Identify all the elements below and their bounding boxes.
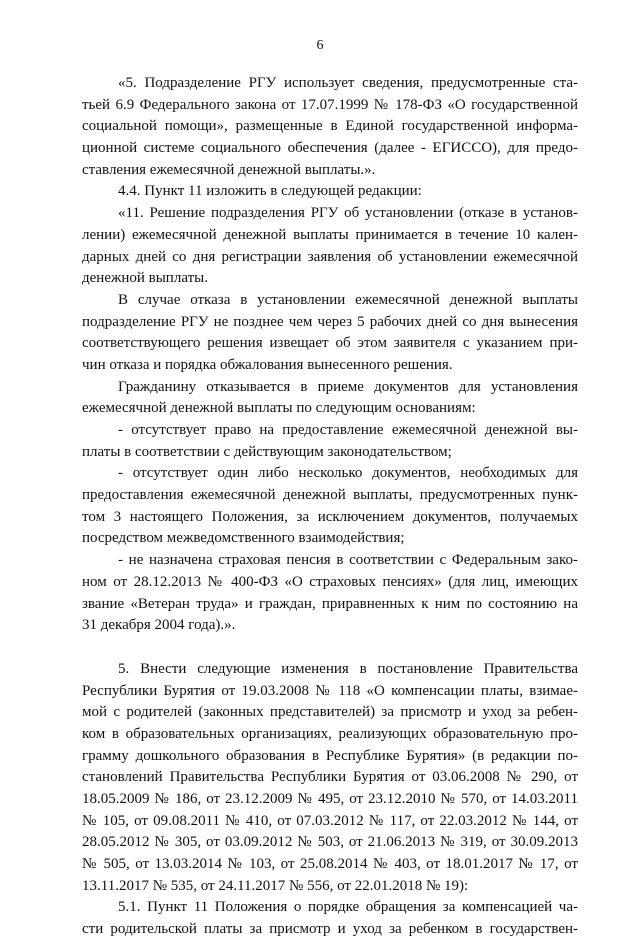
paragraph-item-5 [82, 659, 578, 898]
text-line: «5. Подразделение РГУ использует сведения, предусмотренные ста- [118, 75, 578, 91]
page-number: 6 [316, 38, 324, 53]
text-line: Гражданину отказывается в приеме документов для установления [118, 378, 578, 395]
paragraph-clause-11 [82, 203, 578, 290]
text-line: - отсутствует один либо несколько документов, необходимых для [118, 465, 578, 482]
text-line: «11. Решение подразделения РГУ об установлении (отказе в установ- [118, 205, 578, 222]
text-line: 31 декабря 2004 года).». [82, 617, 236, 634]
text-line: том 3 настоящего Положения, за исключением документов, получаемых [82, 508, 578, 525]
paragraph-refusal [82, 290, 578, 377]
text-line: ком в образовательных организациях, реализующих образовательную про- [82, 725, 578, 742]
paragraph-grounds [82, 377, 578, 420]
text-line: звание «Ветеран труда» и граждан, приравненных к ним по состоянию на [82, 595, 578, 612]
document-body [82, 73, 578, 941]
text-line: 28.05.2012 № 305, от 03.09.2012 № 503, от 21.06.2013 № 319, от 30.09.2013 [82, 834, 578, 851]
text-line: сти родительской платы за присмотр и уход за ребенком в государствен- [82, 921, 578, 938]
list-item-missing-documents [82, 463, 578, 550]
text-line: чин отказа и порядка обжалования вынесенного решения. [82, 356, 453, 373]
text-line: - отсутствует право на предоставление ежемесячной денежной вы- [118, 422, 578, 438]
text-line: посредством межведомственного взаимодействия; [82, 530, 405, 547]
text-line: лении) ежемесячной денежной выплаты принимается в течение 10 кален- [82, 226, 578, 243]
text-line: соответствующего решения извещает об этом заявителя с указанием при- [82, 335, 578, 352]
text-line: грамму дошкольного образования в Республике Бурятия» (в редакции по- [82, 747, 578, 764]
section-spacer [82, 637, 578, 659]
paragraph-egisso [82, 73, 578, 181]
text-line: ном от 28.12.2013 № 400-ФЗ «О страховых пенсиях» (для лиц, имеющих [82, 573, 578, 590]
text-line: 4.4. Пункт 11 изложить в следующей редакции: [118, 183, 422, 200]
text-line: предоставления ежемесячной денежной выплаты, предусмотренных пунк- [82, 487, 578, 504]
paragraph-item-5-1 [82, 897, 578, 940]
text-line: денежной выплаты. [82, 270, 208, 287]
text-line: Республики Бурятия от 19.03.2008 № 118 «О компенсации платы, взимае- [82, 682, 578, 699]
text-line: становлений Правительства Республики Бурятия от 03.06.2008 № 290, от [82, 769, 578, 786]
text-line: ционной системе социального обеспечения (далее - ЕГИССО), для предо- [82, 140, 578, 157]
text-line: подразделение РГУ не позднее чем через 5 рабочих дней со дня вынесения [82, 313, 578, 330]
paragraph-item-4-4 [82, 181, 578, 203]
text-line: платы в соответствии с действующим законодательством; [82, 443, 452, 460]
text-line: № 505, от 13.03.2014 № 103, от 25.08.2014 № 403, от 18.01.2017 № 17, от [82, 856, 578, 873]
text-line: - не назначена страховая пенсия в соответствии с Федеральным зако- [118, 552, 578, 569]
text-line: 5. Внести следующие изменения в постановление Правительства [118, 660, 578, 677]
text-line: 18.05.2009 № 186, от 23.12.2009 № 495, от 23.12.2010 № 570, от 14.03.2011 [82, 791, 578, 807]
text-line: 5.1. Пункт 11 Положения о порядке обращения за компенсацией ча- [118, 899, 578, 916]
text-line: В случае отказа в установлении ежемесячной денежной выплаты [118, 291, 578, 308]
list-item-no-pension [82, 550, 578, 637]
text-line: тьей 6.9 Федерального закона от 17.07.1999 № 178-ФЗ «О государственной [82, 96, 578, 113]
text-line: ставления ежемесячной денежной выплаты.». [82, 161, 376, 178]
text-line: № 105, от 09.08.2011 № 410, от 07.03.2012 № 117, от 22.03.2012 № 144, от [82, 812, 578, 829]
text-line: мой с родителей (законных представителей) за присмотр и уход за ребен- [82, 704, 578, 721]
list-item-no-right [82, 420, 578, 463]
text-line: социальной помощи», размещенные в Единой государственной информа- [82, 118, 578, 135]
text-line: дарных дней со дня регистрации заявления об установлении ежемесячной [82, 248, 578, 265]
text-line: 13.11.2017 № 535, от 24.11.2017 № 556, от 22.01.2018 № 19): [82, 877, 469, 894]
text-line: ежемесячной денежной выплаты по следующим основаниям: [82, 400, 476, 417]
